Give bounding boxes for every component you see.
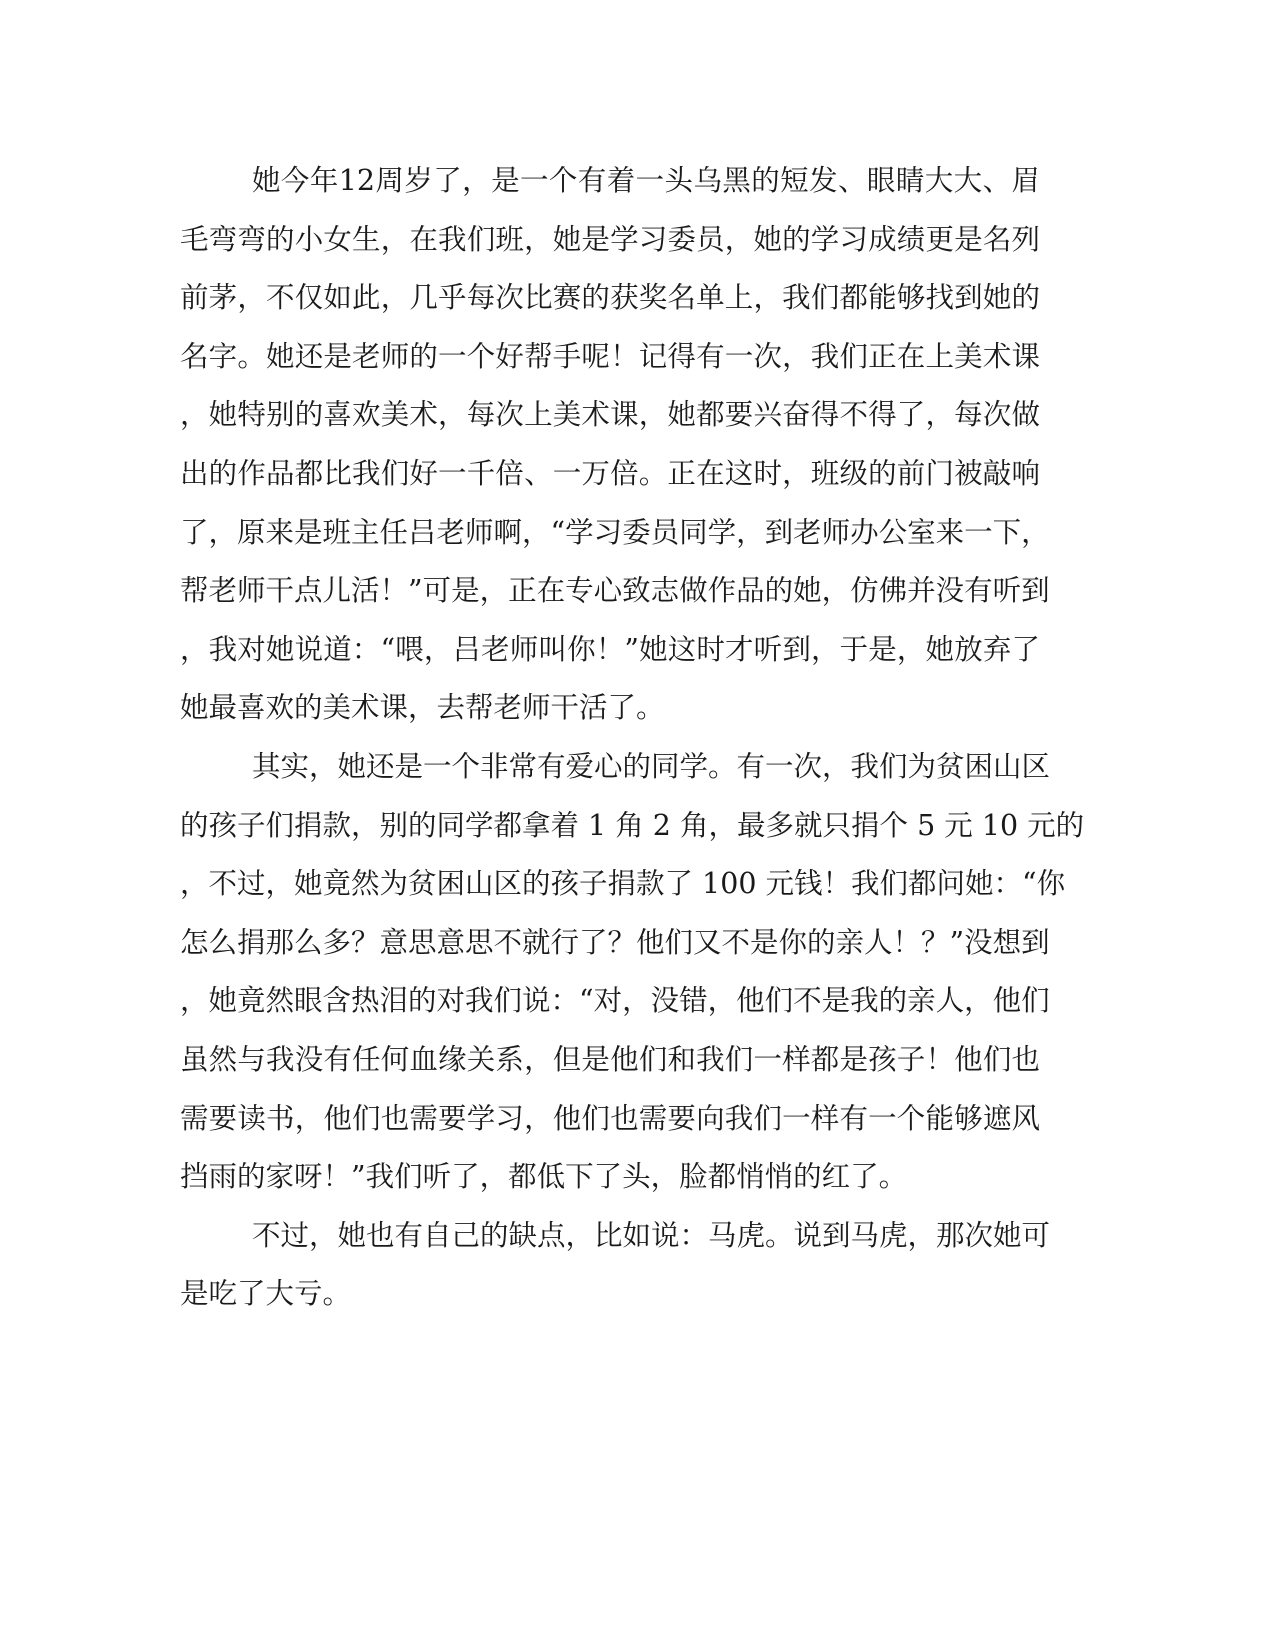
paragraph-2-line-7: 需要读书，他们也需要学习，他们也需要向我们一样有一个能够遮风 [180,1101,1040,1135]
document-body [180,152,1085,1324]
paragraph-1-line-1: 她今年12周岁了，是一个有着一头乌黑的短发、眼睛大大、眉 [252,164,1040,197]
paragraph-1-line-10: 她最喜欢的美术课，去帮老师干活了。 [180,691,665,725]
paragraph-3-line-2: 是吃了大亏。 [180,1277,352,1311]
paragraph-1-line-4: 名字。她还是老师的一个好帮手呢！记得有一次，我们正在上美术课 [180,339,1040,373]
paragraph-1-line-8: 帮老师干点儿活！”可是，正在专心致志做作品的她，仿佛并没有听到 [180,574,1050,608]
paragraph-2-line-3: ，不过，她竟然为贫困山区的孩子捐款了 100 元钱！我们都问她：“你 [180,867,1066,901]
paragraph-1-line-9: ，我对她说道：“喂，吕老师叫你！”她这时才听到，于是，她放弃了 [180,632,1040,666]
paragraph-2-line-2: 的孩子们捐款，别的同学都拿着 1 角 2 角，最多就只捐个 5 元 10 元的 [180,808,1085,842]
paragraph-1-line-7: 了，原来是班主任吕老师啊，“学习委员同学，到老师办公室来一下， [180,515,1050,549]
paragraph-2-line-1: 其实，她还是一个非常有爱心的同学。有一次，我们为贫困山区 [252,749,1051,783]
paragraph-1-line-3: 前茅，不仅如此，几乎每次比赛的获奖名单上，我们都能够找到她的 [180,281,1040,315]
paragraph-2-line-6: 虽然与我没有任何血缘关系，但是他们和我们一样都是孩子！他们也 [180,1042,1040,1076]
paragraph-3-line-1: 不过，她也有自己的缺点，比如说：马虎。说到马虎，那次她可 [252,1218,1051,1252]
paragraph-2-line-8: 挡雨的家呀！”我们听了，都低下了头，脸都悄悄的红了。 [180,1160,908,1194]
paragraph-2-line-5: ，她竟然眼含热泪的对我们说：“对，没错，他们不是我的亲人，他们 [180,984,1050,1018]
paragraph-1-line-2: 毛弯弯的小女生，在我们班，她是学习委员，她的学习成绩更是名列 [180,222,1040,256]
paragraph-2-line-4: 怎么捐那么多？意思意思不就行了？他们又不是你的亲人！？”没想到 [180,925,1050,959]
paragraph-1-line-6: 出的作品都比我们好一千倍、一万倍。正在这时，班级的前门被敲响 [180,456,1040,490]
paragraph-1-line-5: ，她特别的喜欢美术，每次上美术课，她都要兴奋得不得了，每次做 [180,398,1040,432]
